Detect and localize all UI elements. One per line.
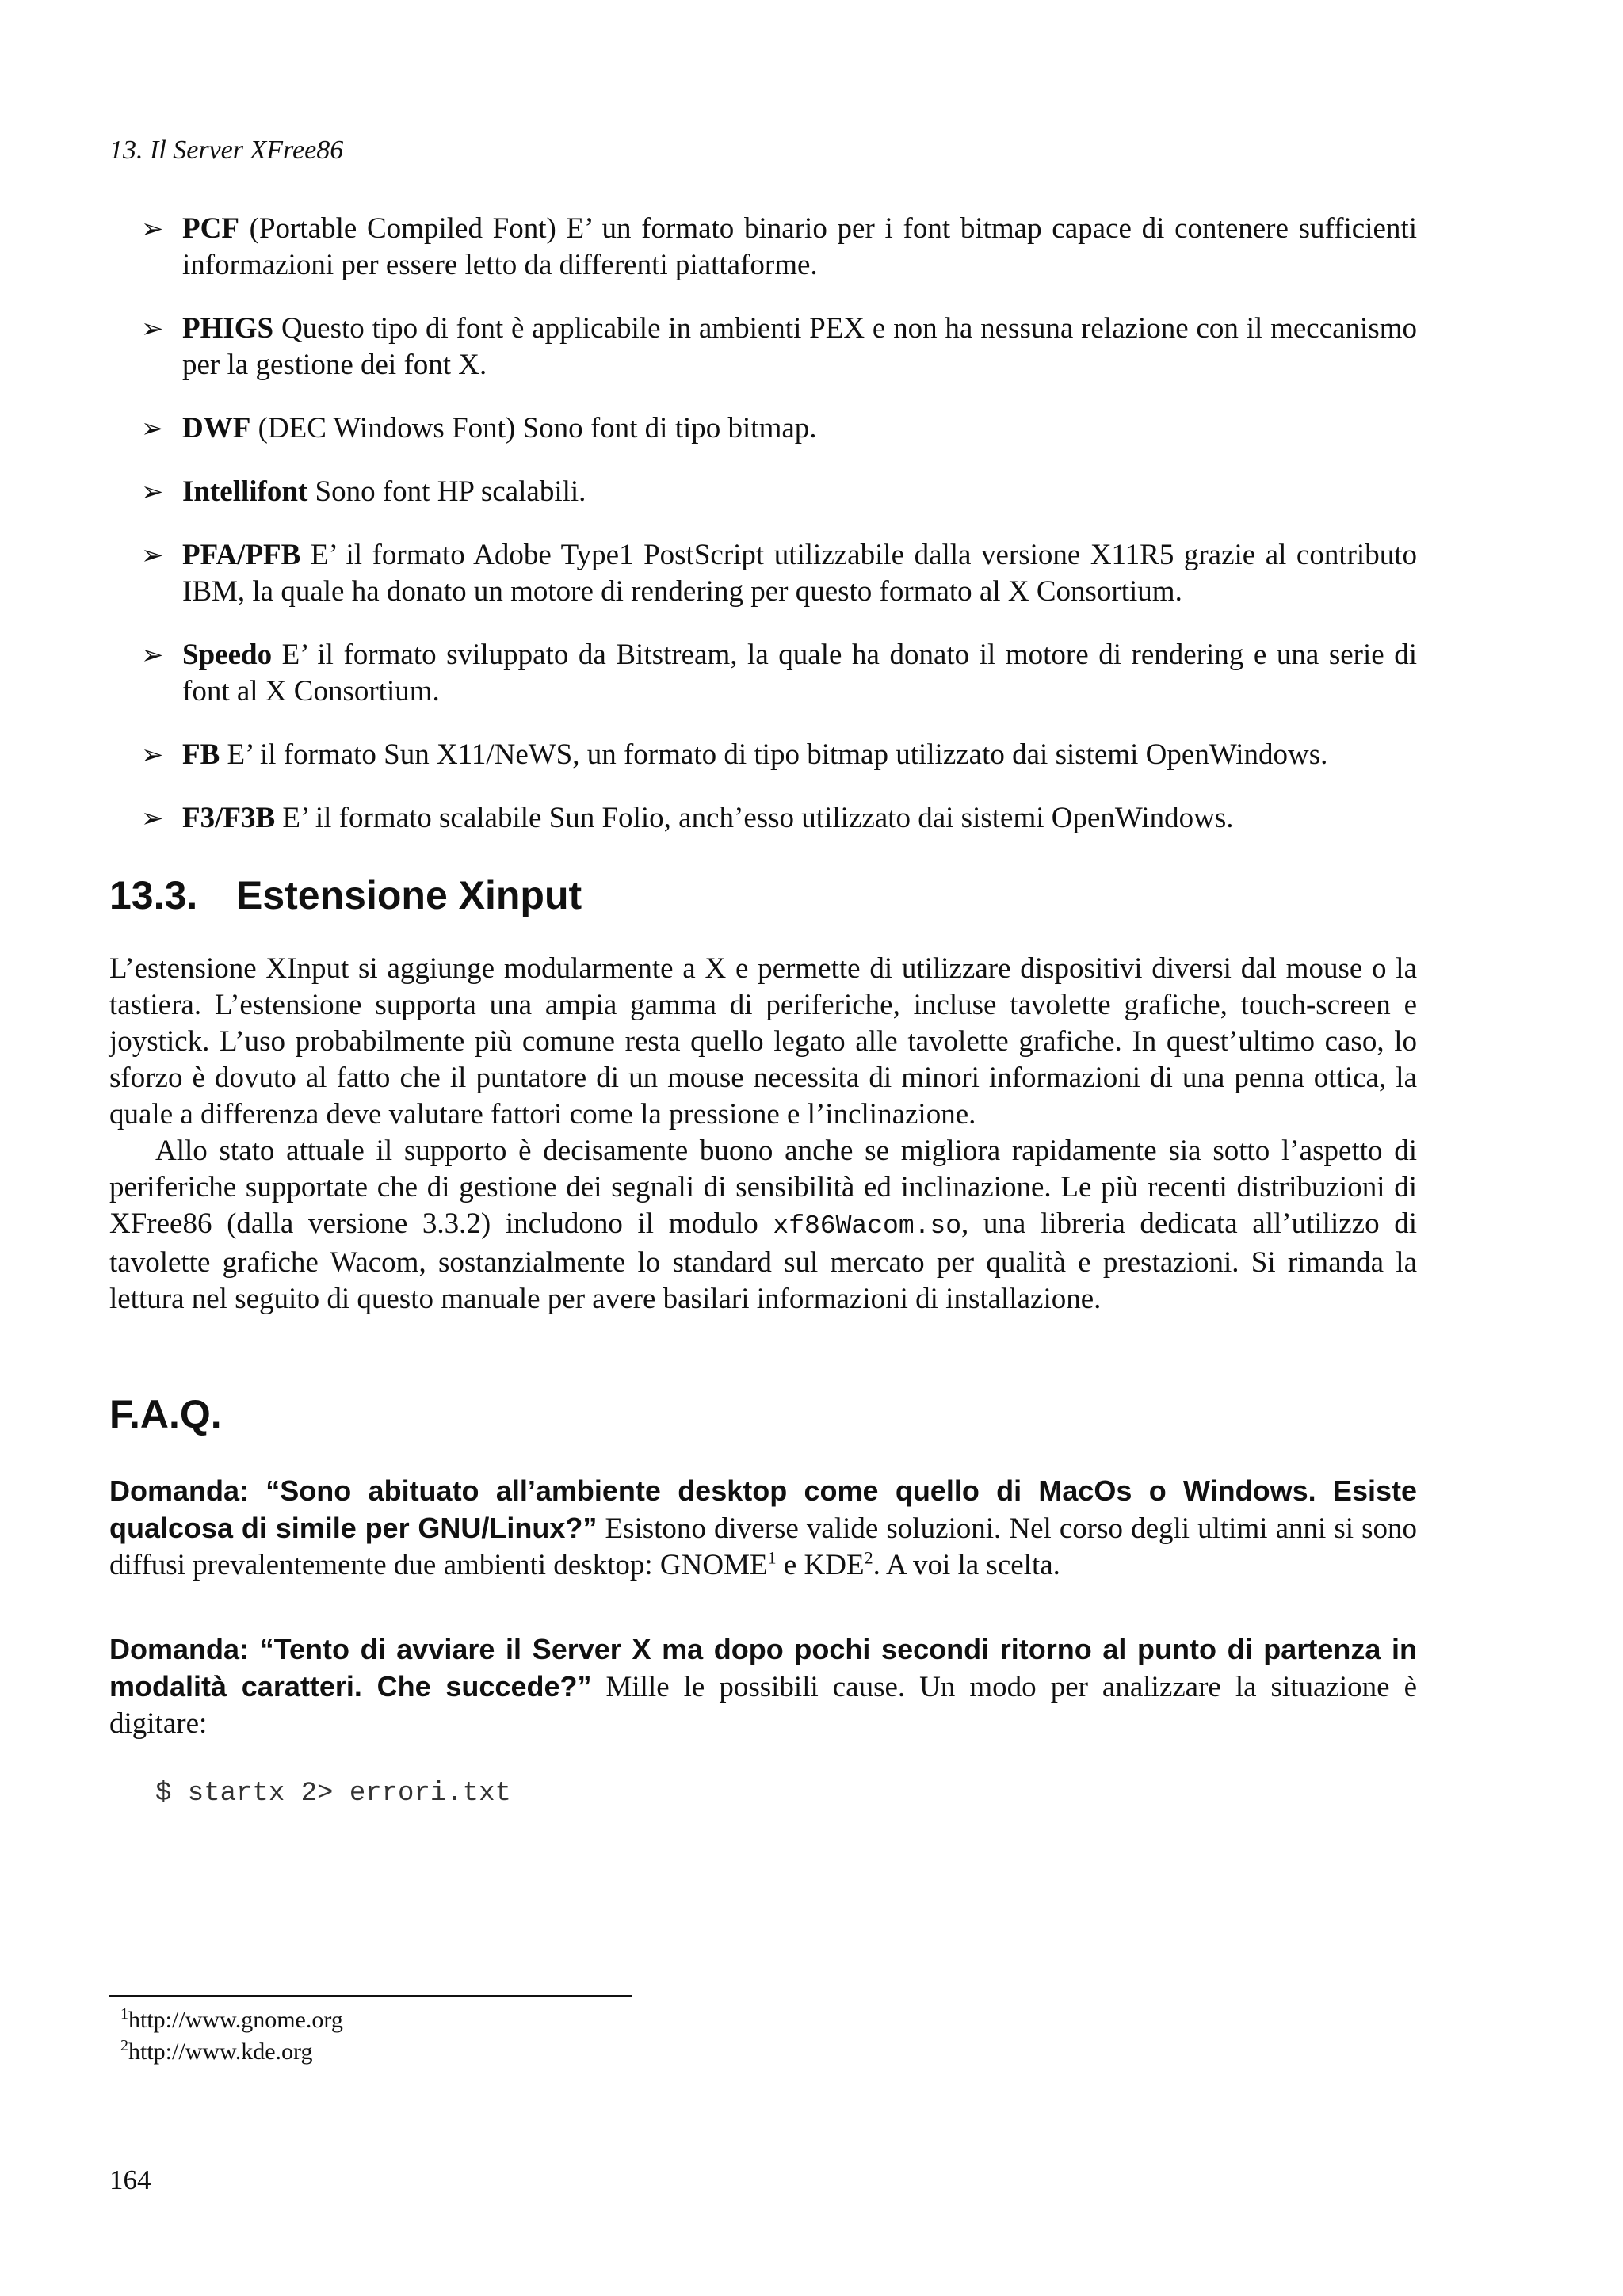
faq-entry: [109, 1631, 1417, 1742]
list-item: [109, 410, 1417, 447]
footnotes: [120, 2004, 343, 2068]
code-block: $ startx 2> errori.txt: [155, 1779, 511, 1809]
list-item: [109, 800, 1417, 837]
list-item: [109, 737, 1417, 773]
footnote-ref: 1: [767, 1547, 777, 1568]
list-item: [109, 311, 1417, 383]
list-text: E’ il formato sviluppato da Bitstream, la quale ha donato il motore di rendering e una serie di font al X Consortium.: [182, 639, 1417, 707]
list-term: PHIGS: [182, 312, 274, 345]
list-term: DWF: [182, 412, 251, 444]
faq-question: Domanda: “Tento di avviare il Server X ma dopo pochi secondi ritorno al punto di partenza in modalità caratteri. Che succede?”: [109, 1633, 1417, 1703]
footnote-url: http://www.gnome.org: [128, 2007, 343, 2033]
page-number: 164: [109, 2164, 151, 2195]
arrow-bullet-icon: ➢: [141, 803, 164, 834]
arrow-bullet-icon: ➢: [141, 476, 164, 508]
arrow-bullet-icon: ➢: [141, 413, 164, 444]
faq-question: Domanda: “Sono abituato all’ambiente desktop come quello di MacOs o Windows. Esiste qualcosa di simile per GNU/Linux?”: [109, 1474, 1417, 1544]
module-filename: xf86Wacom.so: [773, 1211, 962, 1241]
footnote-divider: [109, 1995, 632, 1997]
list-text: E’ il formato scalabile Sun Folio, anch’esso utilizzato dai sistemi OpenWindows.: [275, 802, 1234, 834]
faq-entry: [109, 1473, 1417, 1584]
list-item: [109, 637, 1417, 710]
faq-answer: Esistono diverse valide soluzioni. Nel corso degli ultimi anni si sono diffusi prevalentemente due ambienti desktop: GNOME: [109, 1512, 1418, 1581]
list-item: [109, 537, 1417, 610]
section-paragraph: L’estensione XInput si aggiunge modularmente a X e permette di utilizzare dispositivi diversi dal mouse o la tastiera. L’estensione supporta una ampia gamma di periferiche, incluse tavolette grafiche, touch-screen e joystick. L’uso probabilmente più comune resta quello legato alle tavolette grafiche. In quest’ultimo caso, lo sforzo è dovuto al fatto che il puntatore di un mouse necessita di minori informazioni di una penna ottica, la quale a differenza deve valutare fattori come la pressione e l’inclinazione.: [109, 952, 1417, 1131]
list-term: FB: [182, 738, 220, 771]
footnote: [120, 2004, 343, 2036]
faq-answer: Mille le possibili cause. Un modo per analizzare la situazione è digitare:: [109, 1671, 1417, 1740]
faq-answer: e KDE: [776, 1549, 865, 1581]
paragraph-text: Allo stato attuale il supporto è decisamente buono anche se migliora rapidamente sia sotto l’aspetto di periferiche supportate che di gestione dei segnali di sensibilità ed inclinazione. Le più recenti distribuzioni di XFree86 (dalla versione 3.3.2) includono il modulo: [109, 1135, 1417, 1240]
footnote-url: http://www.kde.org: [128, 2039, 313, 2065]
list-term: Intellifont: [182, 475, 308, 508]
footnote-mark: 1: [120, 2005, 128, 2023]
section-number: 13.3.: [109, 873, 198, 917]
footnote-ref: 2: [864, 1547, 873, 1568]
footnote: [120, 2036, 343, 2068]
arrow-bullet-icon: ➢: [141, 313, 164, 345]
list-text: Sono font HP scalabili.: [307, 475, 586, 508]
list-text: E’ il formato Sun X11/NeWS, un formato di tipo bitmap utilizzato dai sistemi OpenWindows.: [220, 738, 1328, 771]
arrow-bullet-icon: ➢: [141, 213, 164, 245]
list-term: PFA/PFB: [182, 539, 301, 571]
list-text: Questo tipo di font è applicabile in ambienti PEX e non ha nessuna relazione con il meccanismo per la gestione dei font X.: [182, 312, 1417, 381]
page-content: [109, 211, 1417, 1812]
list-item: [109, 211, 1417, 284]
running-head: 13. Il Server XFree86: [109, 135, 344, 165]
arrow-bullet-icon: ➢: [141, 540, 164, 571]
list-text: (DEC Windows Font) Sono font di tipo bitmap.: [250, 412, 817, 444]
font-format-list: [109, 211, 1417, 837]
list-item: [109, 474, 1417, 510]
paragraph-text: , una libreria dedicata all’utilizzo di tavolette grafiche Wacom, sostanzialmente lo standard sul mercato per qualità e prestazioni. Si rimanda la lettura nel seguito di questo manuale per avere basilari informazioni di installazione.: [109, 1207, 1417, 1315]
list-text: E’ il formato Adobe Type1 PostScript utilizzabile dalla versione X11R5 grazie al contributo IBM, la quale ha donato un motore di rendering per questo formato al X Consortium.: [182, 539, 1417, 608]
list-term: Speedo: [182, 639, 273, 671]
section-paragraph: [109, 1133, 1417, 1318]
list-text: (Portable Compiled Font) E’ un formato binario per i font bitmap capace di contenere sufficienti informazioni per essere letto da differenti piattaforme.: [182, 212, 1417, 281]
list-term: F3/F3B: [182, 802, 276, 834]
section-heading: [109, 871, 1417, 919]
list-term: PCF: [182, 212, 239, 245]
faq-heading: F.A.Q.: [109, 1392, 222, 1436]
arrow-bullet-icon: ➢: [141, 639, 164, 671]
faq-answer: . A voi la scelta.: [873, 1549, 1060, 1581]
arrow-bullet-icon: ➢: [141, 739, 164, 771]
footnote-mark: 2: [120, 2037, 128, 2054]
section-title: Estensione Xinput: [236, 873, 582, 917]
